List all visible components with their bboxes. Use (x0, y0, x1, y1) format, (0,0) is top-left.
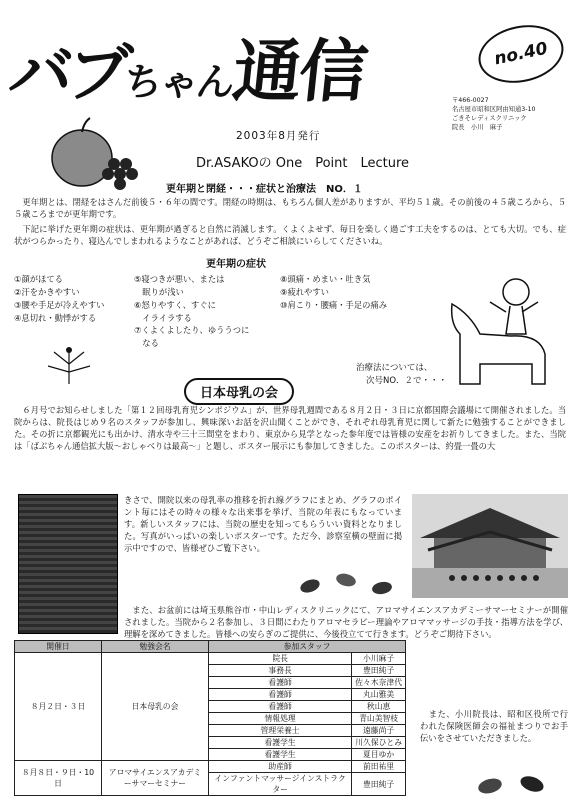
table-row: インファントマッサージインストラクター 豊田純子 (15, 773, 406, 796)
table-row: 情報処理 青山美智枝 (15, 713, 406, 725)
table-row: 看護師 秋山恵 (15, 701, 406, 713)
table-row: 看護学生 川久保ひとみ (15, 737, 406, 749)
table-header: 参加スタッフ (209, 641, 406, 653)
table-header: 勉強会名 (102, 641, 209, 653)
menopause-title: 更年期と閉経・・・症状と治療法 NO．１ (166, 184, 363, 195)
symptoms-column-1: ①顔がほてる ②汗をかきやすい ③腰や手足が冷えやすい ④息切れ・動悸がする (14, 274, 105, 323)
apple-grapes-illustration (44, 112, 144, 196)
menopause-paragraph-1: 更年期とは、閉経をはさんだ前後５・６年の間です。閉経の時期は、もちろん個人差がありますが、平均５１歳。その前後の４５歳ころから、５５歳ころまでが更年期です。 (14, 197, 566, 220)
title-chan: ちゃん (122, 59, 235, 104)
newsletter-title (5, 18, 371, 115)
person-icon (503, 279, 529, 305)
menopause-paragraph-2: 下記に挙げた更年期の症状は、更年期が過ぎると自然に消滅します。くよくよせず、毎日を楽しく過ごす工夫をするのは、とても大切。でも、症状がつらかったり、寝込んでしまわれるようなことがあれば、どうぞご相談にいらしてくださいね。 (14, 224, 566, 247)
issue-badge: no.40 (473, 18, 569, 91)
table-row: 看護師 佐々木奈津代 (15, 677, 406, 689)
issue-date: 2003年8月発行 (236, 130, 321, 142)
symptoms-column-2: ⑤寝つきが悪い、または 眠りが浅い ⑥怒りやすく、すぐに イライラする ⑦くよくよしたり、ゆううつに なる (134, 274, 250, 349)
study-session-table (14, 640, 406, 796)
table-row: 看護師 丸山雅美 (15, 689, 406, 701)
table-row: ８月２日・３日 日本母乳の会 院長 小川麻子 (15, 653, 406, 665)
poster-photo (18, 494, 118, 634)
title-tsushin: 通信 (229, 32, 370, 112)
temple-photo (412, 494, 568, 598)
table-header: 開催日 (15, 641, 102, 653)
clinic-address: 〒466-0027 名古屋市昭和区阿由知通3-10 ごきそレディスクリニック 院長 小川 麻子 (452, 97, 536, 132)
breastfeeding-paragraph-1: ６月号でお知らせしました「第１２回母乳育児シンポジウム」が、世界母乳週間である８月２日・３日に京都国際会議場にて開催されました。当院からは、院長はじめ９名のスタッフが参加し、興味深いお話を沢山聞くことができ、それぞれ母乳育児に関して新たに勉強することができました。その折に京都観光にも出かけ、清水寺や三十三間堂をまわり、東京から見学となった参年度では皆様の安産をお祈りしてきました。また、当院は「ばぶちゃん通信拡大版～おしゃべりは最高～」と題し、ポスター展示にも参加してきました。このポスターは、約畳一畳の大 (14, 405, 566, 452)
symptoms-column-3: ⑧頭痛・めまい・吐き気 ⑨疲れやすい ⑩肩こり・腰痛・手足の痛み (280, 274, 388, 310)
table-row: 事務長 豊田純子 (15, 665, 406, 677)
symptoms-title: 更年期の症状 (206, 259, 266, 270)
elephant-rider-illustration (440, 264, 560, 404)
breastfeeding-paragraph-3: また、小川院長は、昭和区役所で行われた保険医師会の福祉まつりでお手伝いをさせていただきました。 (420, 709, 568, 744)
apple-icon (52, 130, 112, 186)
table-row: 看護学生 夏目ゆか (15, 749, 406, 761)
flower-decoration-icon (42, 344, 96, 388)
breastfeeding-paragraph-1-cont: きさで、開院以来の母乳率の推移を折れ線グラフにまとめ、グラフのポイント毎にはその時々の様々な出来事を挙げ、当院の年表にもなっています。新しいスタッフには、当院の歴史を知ってもらういい資料となりました。写真がいっぱいの楽しいポスターです。ただ今、診察室横の壁面に掲示中ですので、皆様ぜひご覧下さい。 (124, 495, 402, 554)
lecture-title: Dr.ASAKOの One Point Lecture (196, 156, 410, 171)
table-row: ８月８日・９日・10日 アロマサイエンスアカデミーサマーセミナー 助産師 前田祐里 (15, 761, 406, 773)
treatment-note: 治療法については、 次号NO．２で・・・ (356, 363, 448, 387)
breastfeeding-title: 日本母乳の会 (184, 378, 294, 405)
leaves-decoration-icon (294, 566, 404, 602)
title-bab: バブ (5, 36, 130, 111)
leaves-decoration-icon (470, 770, 560, 800)
elephant-icon (452, 304, 545, 384)
breastfeeding-paragraph-2: また、お盆前には埼玉県熊谷市・中山レディスクリニックにて、アロマサイエンスアカデミーサマーセミナーが開催されました。当院から２名参加し、３日間にわたりアロマセラピー理論やアロママッサージの手技・指導方法を学び、理解を深めてきました。皆様への安らぎのご提供に、今後役立てて行きます。どうぞご期待下さい。 (124, 605, 568, 640)
table-header-row (15, 641, 406, 653)
table-row: 管理栄養士 遠藤尚子 (15, 725, 406, 737)
